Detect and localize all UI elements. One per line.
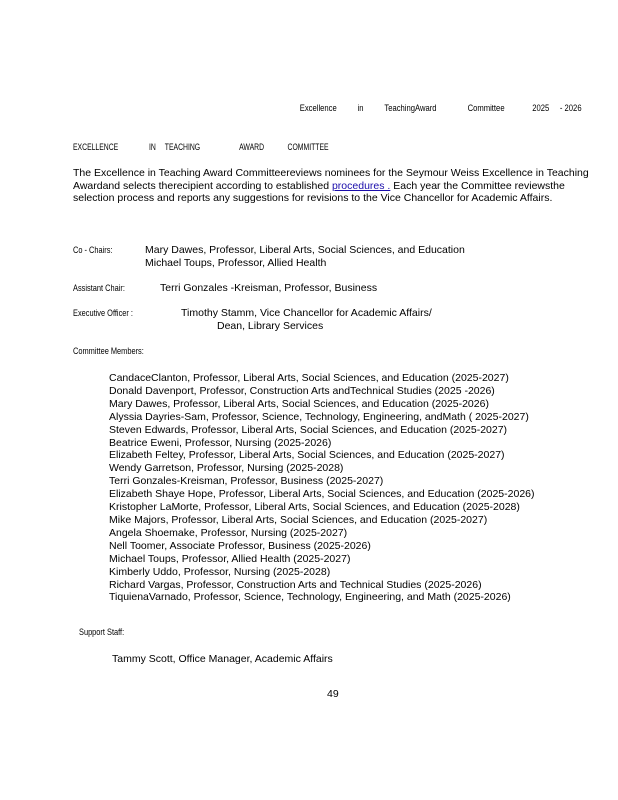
executive-officer-line: Timothy Stamm, Vice Chancellor for Academic Affairs/	[181, 307, 432, 319]
header-word: - 2026	[560, 103, 582, 113]
intro-text-continued: Each year the Committee reviewsthe selection process and reports any suggestions for revisions to the Vice Chancellor for Academic Affairs.	[73, 179, 565, 204]
executive-officer-line: Dean, Library Services	[217, 320, 324, 332]
header-word: Committee	[468, 103, 505, 113]
running-header	[281, 103, 582, 113]
list-item: Michael Toups, Professor, Allied Health (2025-2027)	[109, 552, 351, 565]
list-item: Elizabeth Feltey, Professor, Liberal Arts, Social Sciences, and Education (2025-2027)	[109, 449, 505, 462]
committee-member-list	[109, 372, 535, 604]
list-item: CandaceClanton, Professor, Liberal Arts, Social Sciences, and Education (2025-2027)	[109, 372, 509, 384]
list-item: Richard Vargas, Professor, Construction Arts and Technical Studies (2025-2026)	[109, 578, 482, 591]
header-word: in	[357, 103, 364, 113]
support-staff-value: Tammy Scott, Office Manager, Academic Affairs	[112, 653, 333, 665]
executive-officer-label: Executive Officer :	[73, 308, 133, 319]
support-staff-label: Support Staff:	[79, 627, 125, 638]
list-item: Nell Toomer, Associate Professor, Business (2025-2026)	[109, 539, 371, 552]
list-item: Steven Edwards, Professor, Liberal Arts, Social Sciences, and Education (2025-2027)	[109, 423, 508, 436]
list-item: Kristopher LaMorte, Professor, Liberal Arts, Social Sciences, and Education (2025-2028)	[109, 501, 520, 514]
intro-paragraph	[73, 167, 593, 205]
list-item: Kimberly Uddo, Professor, Nursing (2025-2028)	[109, 565, 331, 578]
list-item: Alyssia Dayries-Sam, Professor, Science, Technology, Engineering, andMath ( 2025-2027)	[109, 410, 529, 423]
page-number: 49	[327, 688, 339, 700]
committee-members-label: Committee Members:	[73, 346, 144, 357]
list-item: Mary Dawes, Professor, Liberal Arts, Social Sciences, and Education (2025-2026)	[109, 397, 489, 410]
co-chairs-label: Co - Chairs:	[73, 245, 113, 256]
co-chair-line: Mary Dawes, Professor, Liberal Arts, Social Sciences, and Education	[145, 244, 465, 256]
list-item: Wendy Garretson, Professor, Nursing (2025-2028)	[109, 462, 344, 475]
list-item: TiquienaVarnado, Professor, Science, Technology, Engineering, and Math (2025-2026)	[109, 591, 511, 604]
list-item: Angela Shoemake, Professor, Nursing (2025-2027)	[109, 526, 348, 539]
list-item: Elizabeth Shaye Hope, Professor, Liberal Arts, Social Sciences, and Education (2025-2026)	[109, 488, 535, 501]
header-word: 2025	[532, 103, 550, 113]
title-word: IN	[148, 142, 156, 153]
title-word: EXCELLENCE	[73, 142, 119, 153]
list-item: Terri Gonzales-Kreisman, Professor, Business (2025-2027)	[109, 475, 384, 488]
procedures-link[interactable]: procedures .	[331, 179, 391, 192]
list-item: Donald Davenport, Professor, Construction Arts andTechnical Studies (2025 -2026)	[109, 384, 495, 397]
section-title	[73, 142, 357, 153]
title-word: COMMITTEE	[287, 142, 329, 153]
header-word: Excellence	[300, 103, 338, 113]
title-word: AWARD	[239, 142, 265, 153]
header-word: TeachingAward	[384, 103, 437, 113]
list-item: Beatrice Eweni, Professor, Nursing (2025-2026)	[109, 436, 332, 449]
co-chair-line: Michael Toups, Professor, Allied Health	[145, 257, 327, 269]
intro-text: The Excellence in Teaching Award Committeereviews nominees for the Seymour Weiss Excellence in Teaching Awardand selects therecipient according to established	[73, 167, 589, 192]
title-word: TEACHING	[164, 142, 201, 153]
assistant-chair-value: Terri Gonzales -Kreisman, Professor, Business	[160, 282, 378, 294]
list-item: Mike Majors, Professor, Liberal Arts, Social Sciences, and Education (2025-2027)	[109, 513, 488, 526]
assistant-chair-label: Assistant Chair:	[73, 283, 125, 294]
